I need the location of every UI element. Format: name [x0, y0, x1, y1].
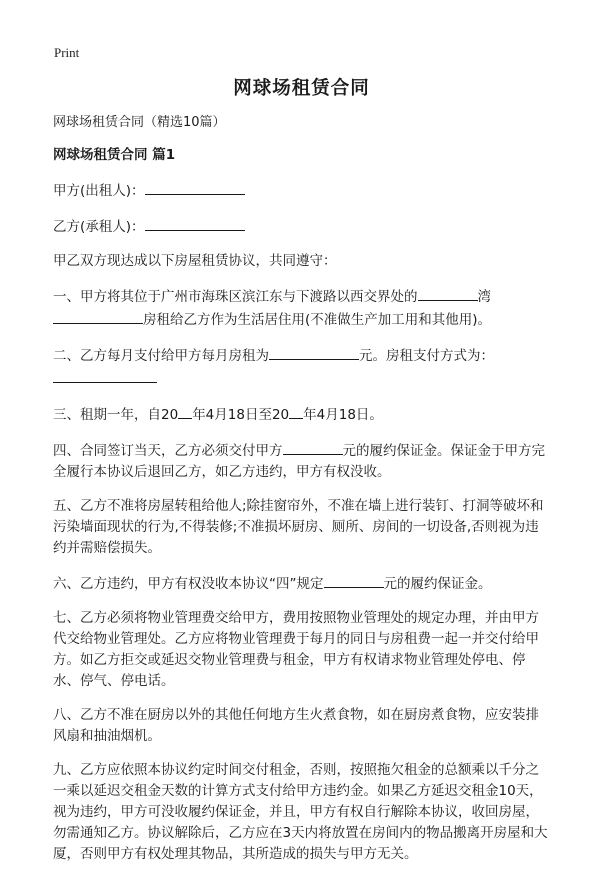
clause-3-blank-a: [178, 403, 192, 419]
party-a-line: [53, 179, 550, 202]
clause-9: 九、乙方应依照本协议约定时间交付租金，否则，按照拖欠租金的总额乘以千分之一乘以延迟交租金天数的计算方式支付给甲方违约金。如果乙方延迟交租金10天，视为违约，甲方可没收履约保证金，并且，甲方有权自行解除本协议，收回房屋，勿需通知乙方。协议解除后，乙方应在3天内将放置在房间内的物品搬离开房屋和大厦，否则甲方有权处理其物品，其所造成的损失与甲方无关。: [53, 762, 548, 862]
clause-2-text-b: 元。房租支付方式为：: [359, 348, 494, 364]
intro-paragraph: 甲乙双方现达成以下房屋租赁协议，共同遵守：: [53, 253, 337, 269]
clause-6-text-b: 元的履约保证金。: [383, 576, 492, 592]
clause-2: [53, 344, 550, 390]
party-a-label: 甲方(出租人)：: [53, 183, 145, 199]
clause-1-blank-b: [53, 308, 143, 324]
clause-8: 八、乙方不准在厨房以外的其他任何地方生火煮食物，如在厨房煮食物，应安装排风扇和抽油烟机。: [53, 707, 539, 744]
contract-document: [53, 78, 550, 878]
clause-1: [53, 285, 550, 331]
clause-6: [53, 572, 550, 595]
party-b-line: [53, 215, 550, 238]
clause-3-text-c: 年4月18日。: [303, 407, 383, 423]
document-subtitle: 网球场租赁合同（精选10篇）: [53, 115, 226, 130]
clause-3: [53, 403, 550, 426]
clause-4-blank: [283, 439, 343, 455]
party-b-label: 乙方(承租人)：: [53, 219, 145, 235]
clause-3-blank-b: [289, 403, 303, 419]
clause-4: [53, 439, 550, 483]
document-title: 网球场租赁合同: [233, 78, 370, 99]
clause-1-text-c: 房租给乙方作为生活居住用(不准做生产加工用和其他用)。: [143, 312, 492, 328]
clause-2-blank-a: [269, 344, 359, 360]
party-b-blank: [145, 215, 245, 231]
clause-5: 五、乙方不准将房屋转租给他人;除挂窗帘外，不准在墙上进行装钉、打洞等破坏和污染墙面现状的行为,不得装修;不准损坏厨房、厕所、房间的一切设备,否则视为违约并需赔偿损失。: [53, 498, 544, 556]
clause-1-text-b: 湾: [477, 289, 491, 305]
clause-6-blank: [324, 572, 384, 588]
section-title: 网球场租赁合同 篇1: [53, 147, 176, 163]
clause-7: 七、乙方必须将物业管理费交给甲方，费用按照物业管理处的规定办理，并由甲方代交给物业管理处。乙方应将物业管理费于每月的同日与房租费一起一并交付给甲方。如乙方拒交或延迟交物业管理费与租金，甲方有权请求物业管理处停电、停水、停气、停电话。: [53, 610, 539, 689]
clause-4-text-b: 元的履约保证金。保证金于甲方完全履行本协议后退回乙方，如乙方违约，甲方有权没收。: [53, 443, 545, 480]
clause-3-text-a: 三、租期一年，自20: [53, 407, 179, 423]
print-link[interactable]: Print: [54, 45, 80, 60]
clause-3-text-b: 年4月18日至20: [192, 407, 290, 423]
party-a-blank: [145, 179, 245, 195]
clause-2-blank-b: [53, 367, 157, 383]
clause-6-text-a: 六、乙方违约，甲方有权没收本协议“四”规定: [53, 576, 324, 592]
clause-1-blank-a: [418, 285, 478, 301]
clause-4-text-a: 四、合同签订当天，乙方必须交付甲方: [53, 443, 283, 459]
clause-1-text-a: 一、甲方将其位于广州市海珠区滨江东与下渡路以西交界处的: [53, 289, 418, 305]
clause-2-text-a: 二、乙方每月支付给甲方每月房租为: [53, 348, 269, 364]
